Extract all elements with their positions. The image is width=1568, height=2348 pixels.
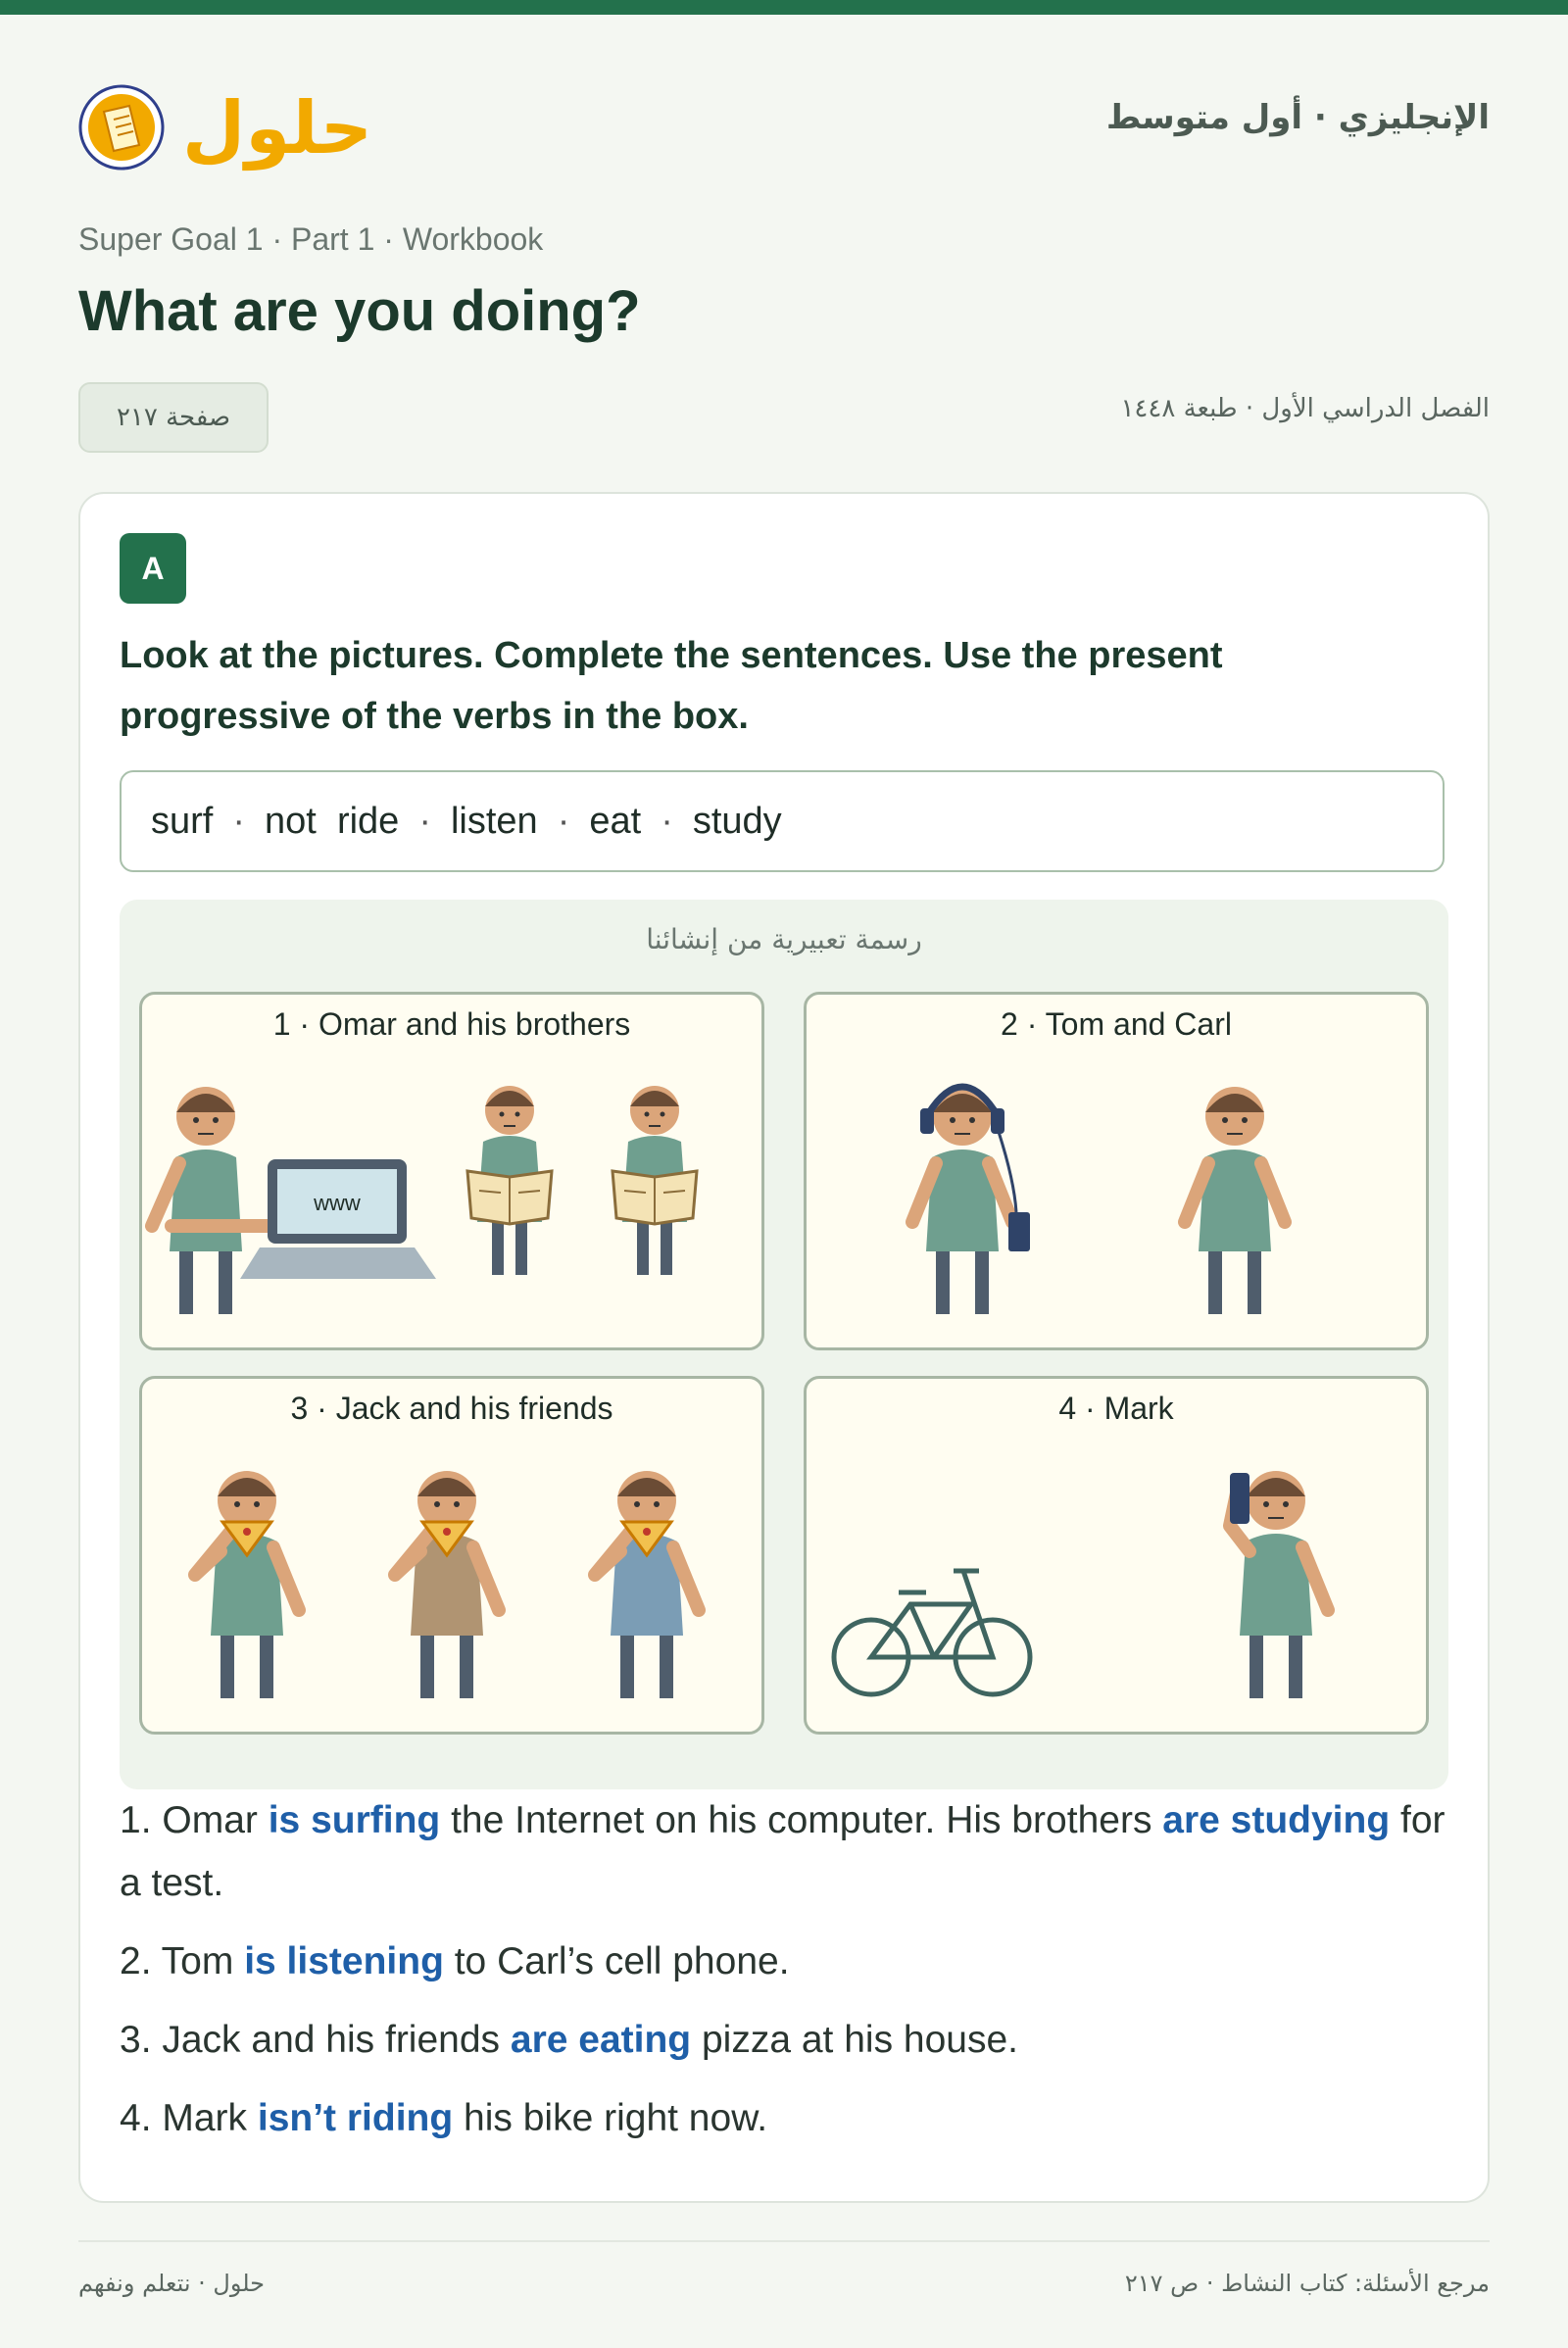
laptop-screen-text: www xyxy=(314,1191,361,1215)
footer-divider xyxy=(78,2240,1490,2242)
hulul-logo xyxy=(78,63,372,180)
footer-brand: حلول · نتعلم ونفهم xyxy=(78,2270,265,2297)
sentence-text: Mark xyxy=(151,2097,258,2139)
answer-text: are studying xyxy=(1162,1799,1391,1841)
page-header xyxy=(78,63,1490,180)
illustration-caption: رسمة تعبيرية من إنشائنا xyxy=(646,923,922,955)
laptop-icon xyxy=(240,1159,436,1279)
picture-panel-3 xyxy=(139,1376,764,1735)
tom-and-carl-illustration xyxy=(807,995,1429,1350)
sentence-text: for a test. xyxy=(120,1799,1446,1904)
word-box-item: not ride xyxy=(265,800,400,842)
sentence-number: 4. xyxy=(120,2097,152,2139)
book-subtitle: Super Goal 1 · Part 1 · Workbook xyxy=(78,221,544,257)
word-box-item: surf xyxy=(151,800,214,842)
jack-figure xyxy=(195,1471,299,1698)
exercise-card xyxy=(78,492,1490,2203)
answer-text: are eating xyxy=(510,2019,692,2061)
friend-2-figure xyxy=(595,1471,699,1698)
panel-label: 1 · Omar and his brothers xyxy=(272,1006,631,1042)
answer-text: is listening xyxy=(244,1940,444,1982)
word-box-item: study xyxy=(692,800,782,842)
page-number-label: صفحة ٢١٧ xyxy=(116,403,231,432)
footer-reference: مرجع الأسئلة: كتاب النشاط · ص ٢١٧ xyxy=(1124,2270,1490,2297)
panel-label: 4 · Mark xyxy=(1058,1391,1174,1426)
word-box xyxy=(120,770,1445,872)
sentence-text: Tom xyxy=(151,1940,245,1982)
sentence-3 xyxy=(120,2009,1452,2072)
mark-illustration xyxy=(807,1379,1429,1735)
picture-panel-2 xyxy=(804,992,1429,1350)
picture-panel-1 xyxy=(139,992,764,1350)
sentence-text: Omar xyxy=(151,1799,269,1841)
section-badge: A xyxy=(120,533,186,604)
mark-figure xyxy=(1230,1471,1328,1698)
bicycle-icon xyxy=(834,1571,1030,1694)
picture-panel-4 xyxy=(804,1376,1429,1735)
answer-text: isn’t riding xyxy=(257,2097,454,2139)
word-separator: · xyxy=(661,800,673,842)
page-title: What are you doing? xyxy=(78,279,641,343)
phone-icon xyxy=(1008,1212,1030,1251)
panel-label: 2 · Tom and Carl xyxy=(1001,1006,1232,1042)
sentence-number: 3. xyxy=(120,2019,152,2061)
sentence-4 xyxy=(120,2087,1452,2150)
sentence-2 xyxy=(120,1931,1452,1993)
omar-and-brothers-illustration xyxy=(142,995,764,1350)
word-separator: · xyxy=(557,800,570,842)
word-separator: · xyxy=(232,800,246,842)
jack-and-friends-illustration xyxy=(142,1379,764,1735)
word-box-item: listen xyxy=(450,800,538,842)
answer-text: is surfing xyxy=(268,1799,441,1841)
subject-grade: الإنجليزي · أول متوسط xyxy=(1105,98,1490,137)
answer-sentences xyxy=(120,1789,1452,2166)
carl-figure xyxy=(1185,1087,1285,1314)
illustration-area xyxy=(120,900,1448,1789)
sentence-text: his bike right now. xyxy=(453,2097,768,2139)
word-box-item: eat xyxy=(589,800,642,842)
omar-figure xyxy=(152,1087,270,1314)
panel-label: 3 · Jack and his friends xyxy=(290,1391,613,1426)
sentence-text: to Carl’s cell phone. xyxy=(443,1940,790,1982)
word-separator: · xyxy=(418,800,431,842)
sentence-number: 2. xyxy=(120,1940,152,1982)
tom-figure xyxy=(912,1087,1030,1314)
brother-2-figure xyxy=(612,1086,697,1275)
page-number-badge xyxy=(78,382,269,453)
sentence-text: Jack and his friends xyxy=(151,2019,511,2061)
sentence-number: 1. xyxy=(120,1799,152,1841)
headphones-icon xyxy=(920,1108,934,1134)
brother-1-figure xyxy=(467,1086,552,1275)
sentence-1 xyxy=(120,1789,1452,1915)
exercise-instruction: Look at the pictures. Complete the sentences. Use the present progressive of the verbs in the box. xyxy=(120,635,1223,737)
sentence-text: the Internet on his computer. His brothers xyxy=(440,1799,1163,1841)
sentence-text: pizza at his house. xyxy=(691,2019,1019,2061)
friend-1-figure xyxy=(395,1471,499,1698)
cell-phone-icon xyxy=(1230,1473,1250,1524)
semester-edition: الفصل الدراسي الأول · طبعة ١٤٤٨ xyxy=(1120,394,1490,423)
logo-text: حلول xyxy=(182,86,372,171)
top-accent-bar xyxy=(0,0,1568,15)
